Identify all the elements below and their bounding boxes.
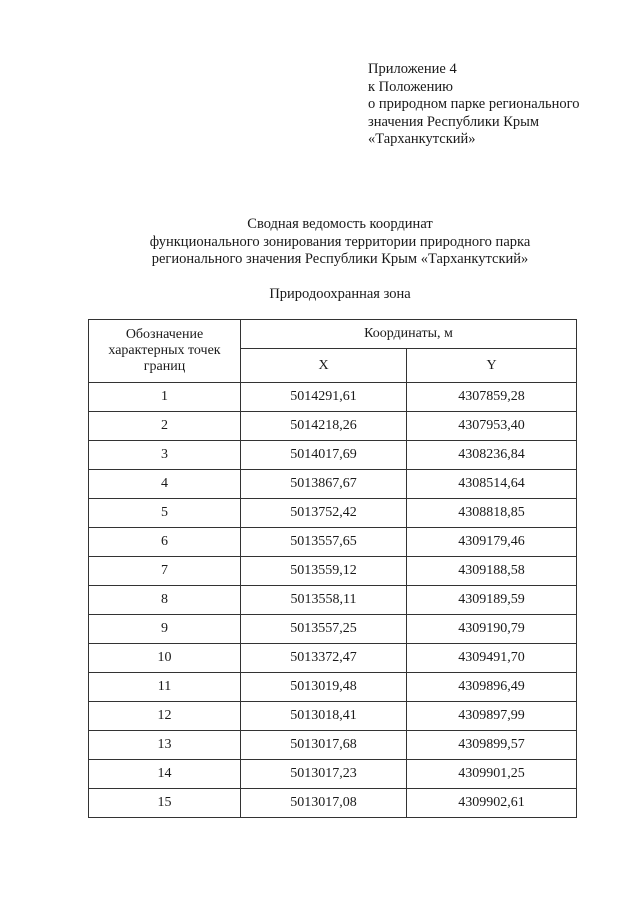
appendix-line: о природном парке регионального — [368, 96, 580, 112]
document-title — [40, 216, 640, 269]
coord-y-cell: 4309190,79 — [407, 615, 577, 644]
point-number-cell: 5 — [89, 499, 241, 528]
table-row — [89, 441, 577, 470]
coordinates-table — [88, 319, 577, 818]
coord-y-cell: 4309897,99 — [407, 702, 577, 731]
coord-x-cell: 5013018,41 — [241, 702, 407, 731]
appendix-line: Приложение 4 — [368, 61, 457, 77]
coord-x-cell: 5013017,68 — [241, 731, 407, 760]
point-number-cell: 9 — [89, 615, 241, 644]
coord-y-cell: 4308818,85 — [407, 499, 577, 528]
point-number-cell: 11 — [89, 673, 241, 702]
coord-y-cell: 4309179,46 — [407, 528, 577, 557]
coord-x-cell: 5013372,47 — [241, 644, 407, 673]
header-y: Y — [407, 349, 577, 383]
table-row — [89, 789, 577, 818]
table-body — [89, 383, 577, 818]
coord-y-cell: 4308514,64 — [407, 470, 577, 499]
point-number-cell: 13 — [89, 731, 241, 760]
coord-x-cell: 5013557,25 — [241, 615, 407, 644]
title-line: функционального зонирования территории природного парка — [149, 233, 531, 250]
coord-y-cell: 4309902,61 — [407, 789, 577, 818]
title-line: регионального значения Республики Крым «Тарханкутский» — [151, 251, 529, 267]
point-number-cell: 1 — [89, 383, 241, 412]
appendix-reference — [368, 61, 630, 149]
coord-x-cell: 5013558,11 — [241, 586, 407, 615]
coord-y-cell: 4307953,40 — [407, 412, 577, 441]
coord-x-cell: 5014218,26 — [241, 412, 407, 441]
point-number-cell: 15 — [89, 789, 241, 818]
coord-x-cell: 5013017,08 — [241, 789, 407, 818]
zone-title: Природоохранная зона — [269, 286, 411, 302]
coord-x-cell: 5014291,61 — [241, 383, 407, 412]
point-number-cell: 2 — [89, 412, 241, 441]
table-row — [89, 644, 577, 673]
coord-x-cell: 5013017,23 — [241, 760, 407, 789]
appendix-line: «Тарханкутский» — [368, 131, 476, 147]
point-number-cell: 7 — [89, 557, 241, 586]
coord-x-cell: 5013752,42 — [241, 499, 407, 528]
header-point-designation: Обозначение характерных точек границ — [89, 320, 241, 383]
header-x: X — [241, 349, 407, 383]
title-line: Сводная ведомость координат — [247, 216, 433, 232]
appendix-line: значения Республики Крым — [368, 113, 540, 130]
table-row — [89, 673, 577, 702]
coord-y-cell: 4309189,59 — [407, 586, 577, 615]
point-number-cell: 12 — [89, 702, 241, 731]
point-number-cell: 3 — [89, 441, 241, 470]
header-coordinates: Координаты, м — [241, 320, 577, 349]
table-row — [89, 528, 577, 557]
point-number-cell: 8 — [89, 586, 241, 615]
table-row — [89, 731, 577, 760]
point-number-cell: 4 — [89, 470, 241, 499]
coord-y-cell: 4309491,70 — [407, 644, 577, 673]
coord-y-cell: 4308236,84 — [407, 441, 577, 470]
coord-y-cell: 4309188,58 — [407, 557, 577, 586]
coord-x-cell: 5013557,65 — [241, 528, 407, 557]
table-row — [89, 499, 577, 528]
coord-x-cell: 5013867,67 — [241, 470, 407, 499]
table-row — [89, 760, 577, 789]
table-row — [89, 383, 577, 412]
point-number-cell: 6 — [89, 528, 241, 557]
table-row — [89, 557, 577, 586]
coord-y-cell: 4307859,28 — [407, 383, 577, 412]
appendix-line: к Положению — [368, 78, 453, 95]
point-number-cell: 10 — [89, 644, 241, 673]
coord-y-cell: 4309899,57 — [407, 731, 577, 760]
table-row — [89, 702, 577, 731]
coord-y-cell: 4309896,49 — [407, 673, 577, 702]
coord-x-cell: 5014017,69 — [241, 441, 407, 470]
point-number-cell: 14 — [89, 760, 241, 789]
table-row — [89, 586, 577, 615]
coord-y-cell: 4309901,25 — [407, 760, 577, 789]
coord-x-cell: 5013019,48 — [241, 673, 407, 702]
table-row — [89, 412, 577, 441]
table-row — [89, 470, 577, 499]
table-row — [89, 615, 577, 644]
coord-x-cell: 5013559,12 — [241, 557, 407, 586]
